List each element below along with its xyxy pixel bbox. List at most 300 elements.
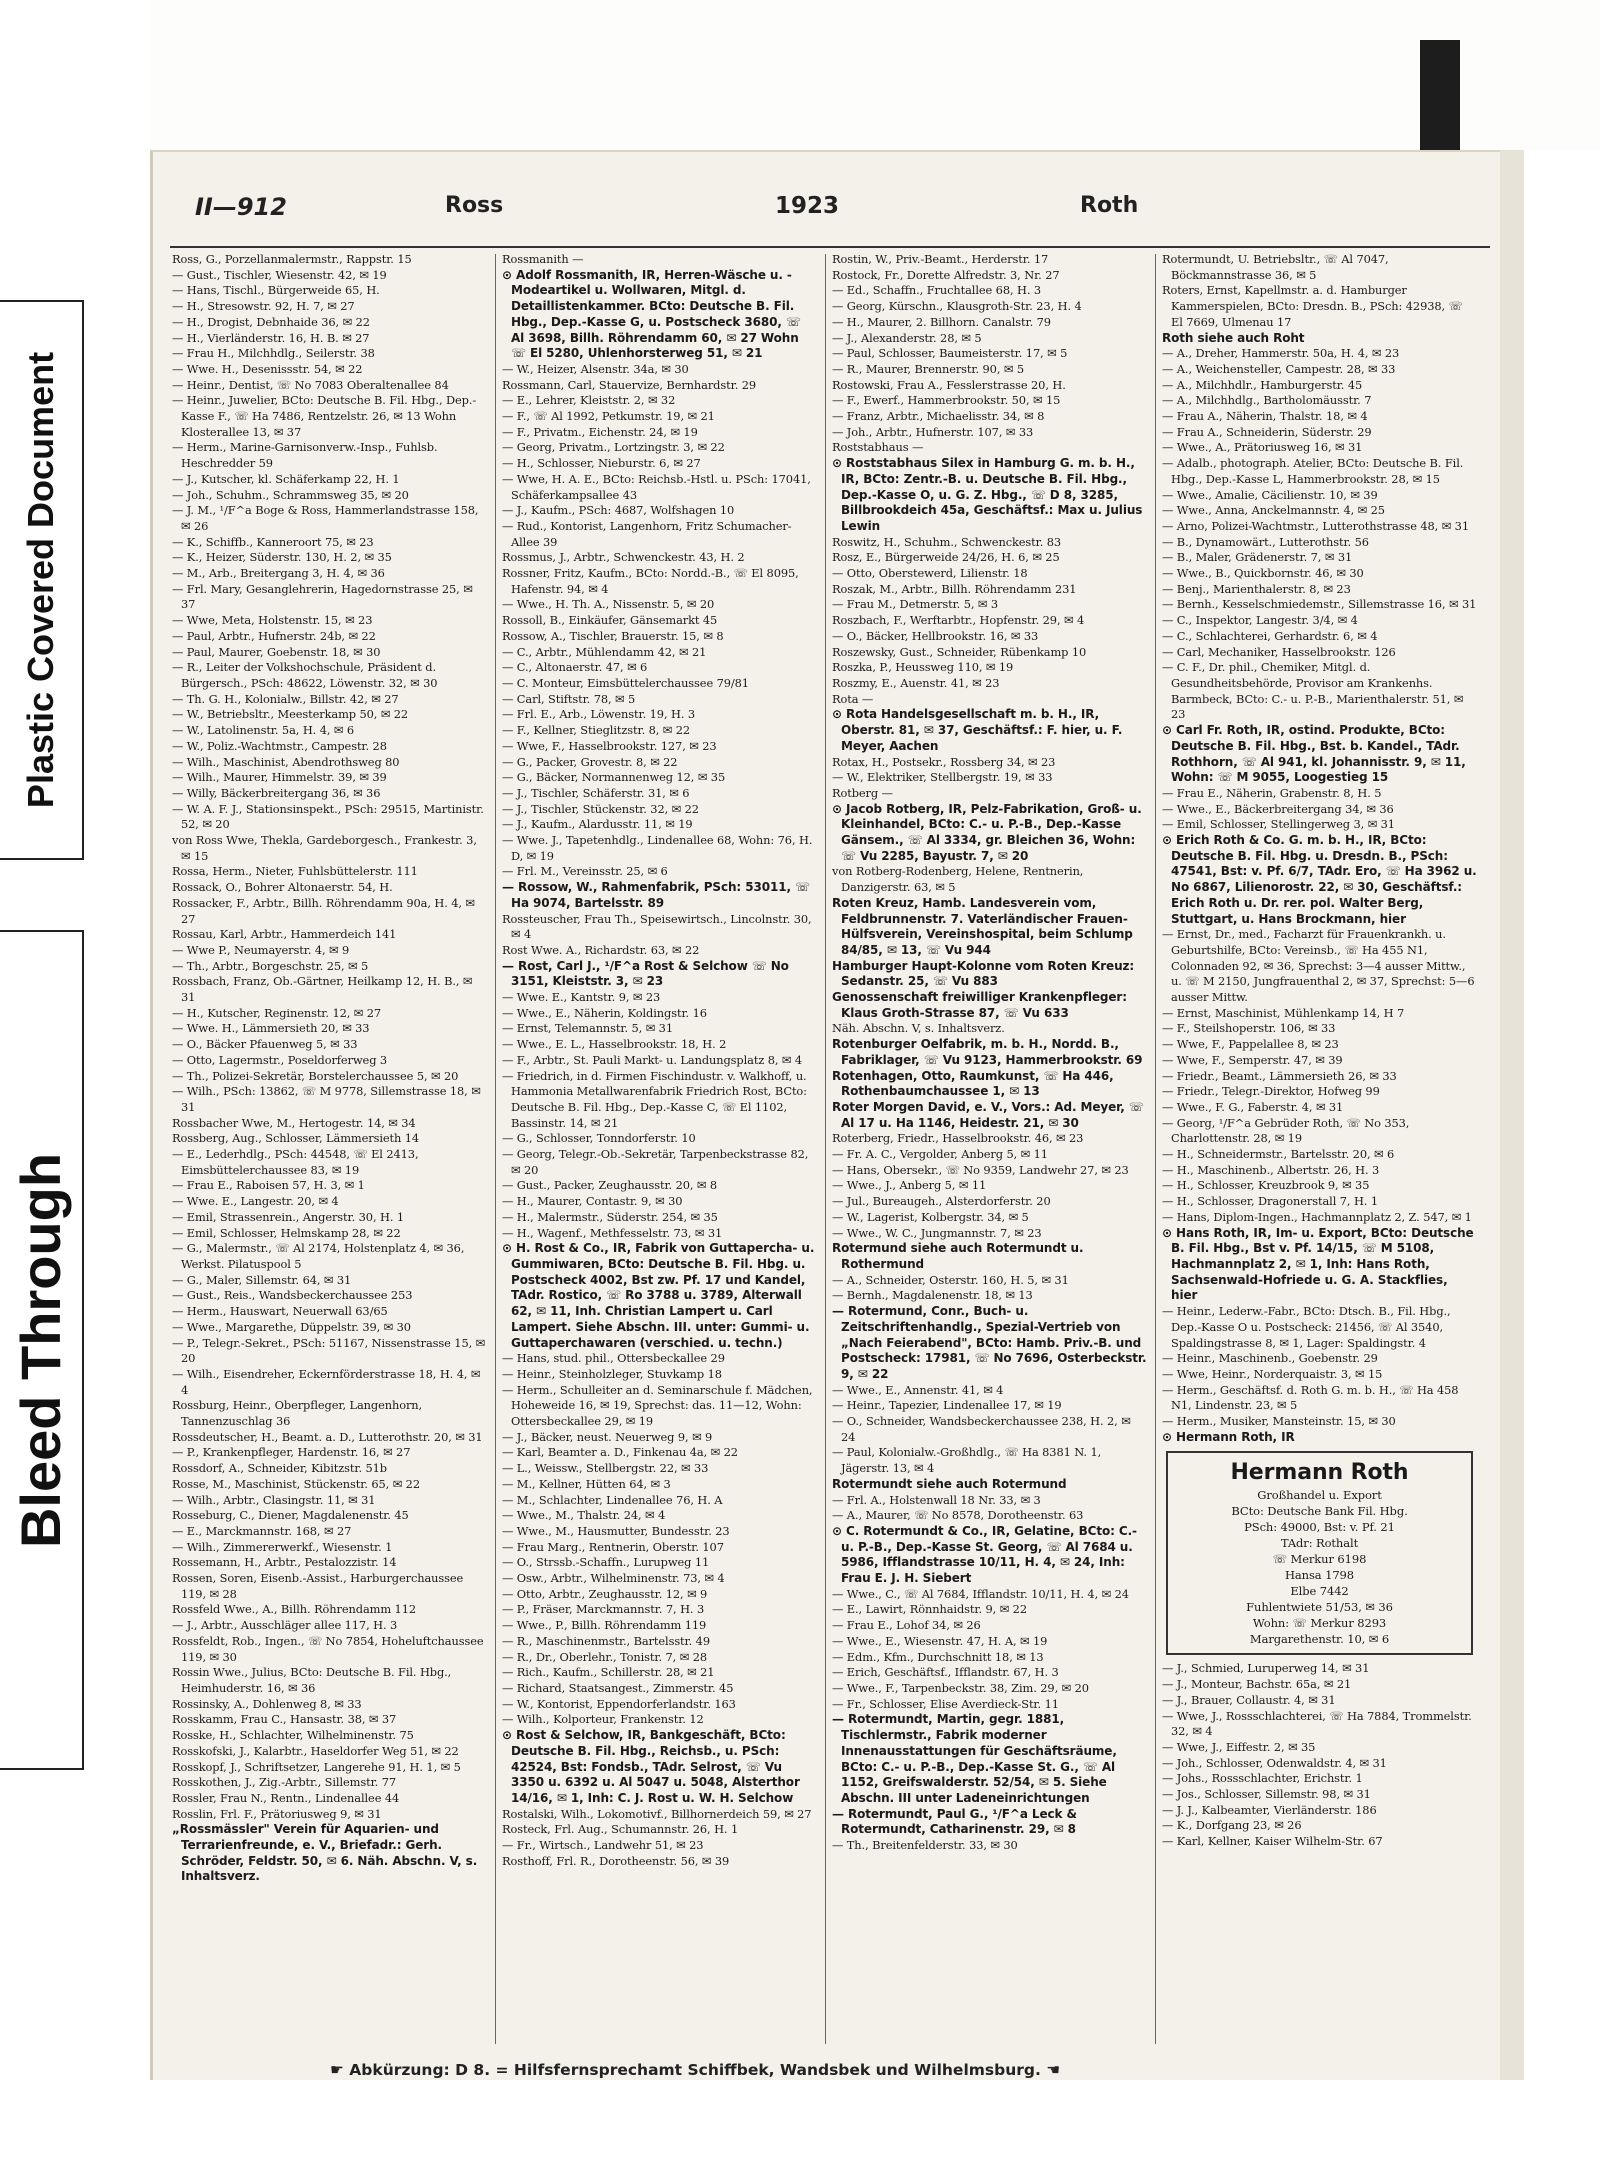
directory-entry: — Edm., Kfm., Durchschnitt 18, ✉ 13	[832, 1649, 1044, 1664]
directory-entry: Rosse, M., Maschinist, Stückenstr. 65, ✉ 22	[172, 1476, 420, 1491]
directory-entry: — B., Maler, Grädenerstr. 7, ✉ 31	[1162, 550, 1353, 565]
directory-entry: — Wwe., E., Bäckerbreitergang 34, ✉ 36	[1162, 801, 1394, 816]
advertisement-line: Fuhlentwiete 51/53, ✉ 36	[1246, 1600, 1393, 1615]
directory-entry: — Fr. A. C., Vergolder, Anberg 5, ✉ 11	[832, 1147, 1048, 1162]
directory-entry: — Otto, Oberstewerd, Lilienstr. 18	[832, 566, 1028, 581]
directory-entry: — Friedr., Telegr.-Direktor, Hofweg 99	[1162, 1084, 1380, 1099]
directory-entry: — Joh., Schlosser, Odenwaldstr. 4, ✉ 31	[1162, 1755, 1387, 1770]
directory-entry: — Emil, Strassenrein., Angerstr. 30, H. 1	[172, 1209, 405, 1224]
advertisement-line: Großhandel u. Export	[1257, 1488, 1382, 1503]
directory-entry: — Wwe., E., Annenstr. 41, ✉ 4	[832, 1382, 1004, 1397]
directory-entry: — W. A. F. J., Stationsinspekt., PSch: 29515, Martinistr. 52, ✉ 20	[172, 801, 484, 832]
directory-entry: — Wwe. E., Kantstr. 9, ✉ 23	[502, 990, 661, 1005]
directory-entry: — Joh., Arbtr., Hufnerstr. 107, ✉ 33	[832, 424, 1034, 439]
directory-entry: — Georg, Privatm., Lortzingstr. 3, ✉ 22	[502, 440, 725, 455]
directory-entry: — Heinr., Lederw.-Fabr., BCto: Dtsch. B., Fil. Hbg., Dep.-Kasse O u. Postscheck: 21456, ☏ Al 3540, Spaldingstrasse 8, ✉ 1, Lager: Spaldingstr. 4	[1162, 1304, 1451, 1350]
directory-entry: Roswitz, H., Schuhm., Schwenckestr. 83	[832, 534, 1062, 549]
directory-entry: — Osw., Arbtr., Wilhelminenstr. 73, ✉ 4	[502, 1571, 725, 1586]
directory-entry: — H., Stresowstr. 92, H. 7, ✉ 27	[172, 299, 355, 314]
directory-entry: Rotermund siehe auch Rotermundt u. Rothermund	[832, 1241, 1084, 1271]
directory-entry: — Carl, Stiftstr. 78, ✉ 5	[502, 691, 636, 706]
advertisement-line: BCto: Deutsche Bank Fil. Hbg.	[1231, 1504, 1408, 1519]
scan-top-margin	[150, 0, 1600, 150]
directory-entry: — Rost, Carl J., ¹/F^a Rost & Selchow ☏ No 3151, Kleiststr. 3, ✉ 23	[502, 958, 789, 989]
directory-entry: ⊙ Adolf Rossmanith, IR, Herren-Wäsche u. -Modeartikel u. Wollwaren, Mitgl. d. Detaillistenkammer. BCto: Deutsche B. Fil. Hbg., Dep.-Kasse G, u. Postscheck 3680, ☏ Al 3698, Billh. Röhrendamm 60, ✉ 27 Wohn ☏ El 5280, Uhlenhorsterweg 51, ✉ 21	[502, 267, 801, 361]
directory-entry: — Frl. M., Vereinsstr. 25, ✉ 6	[502, 864, 668, 879]
directory-entry: — Gust., Tischler, Wiesenstr. 42, ✉ 19	[172, 267, 387, 282]
directory-entry: — Rotermundt, Martin, gegr. 1881, Tischlermstr., Fabrik moderner Innenausstattungen für Geschäftsräume, BCto: C.- u. P.-B., Dep.-Kasse St. G., ☏ Al 1152, Greifswalderstr. 52/54, ✉ 5. Siehe Abschn. III unter Ladeneinrichtungen	[832, 1712, 1117, 1805]
column-3	[832, 252, 1147, 2047]
directory-entry: — Emil, Schlosser, Helmskamp 28, ✉ 22	[172, 1225, 401, 1240]
column-divider	[825, 254, 826, 2044]
directory-entry: Rostock, Fr., Dorette Alfredstr. 3, Nr. 27	[832, 267, 1060, 282]
directory-entry: — J., Tischler, Stückenstr. 32, ✉ 22	[502, 801, 699, 816]
directory-entry: — Paul, Kolonialw.-Großhdlg., ☏ Ha 8381 N. 1, Jägerstr. 13, ✉ 4	[832, 1445, 1102, 1476]
directory-entry: Rosthoff, Frl. R., Dorotheenstr. 56, ✉ 39	[502, 1853, 730, 1868]
directory-entry: — A., Dreher, Hammerstr. 50a, H. 4, ✉ 23	[1162, 346, 1400, 361]
directory-entry: — Wwe., E. L., Hasselbrookstr. 18, H. 2	[502, 1037, 727, 1052]
advertisement-line: PSch: 49000, Bst: v. Pf. 21	[1244, 1520, 1395, 1535]
directory-entry: — Wwe. J., Tapetenhdlg., Lindenallee 68, Wohn: 76, H. D, ✉ 19	[502, 833, 813, 863]
directory-entry: — Th., Arbtr., Borgeschstr. 25, ✉ 5	[172, 958, 369, 973]
directory-entry: Genossenschaft freiwilliger Krankenpfleger: Klaus Groth-Strasse 87, ☏ Vu 633	[832, 990, 1127, 1020]
directory-entry: — Herm., Schulleiter an d. Seminarschule f. Mädchen, Hoheweide 16, ✉ 19, Sprechst: das. 11—12, Wohn: Ottersbeckallee 29, ✉ 19	[502, 1382, 813, 1429]
directory-entry: — A., Milchhdlr., Hamburgerstr. 45	[1162, 377, 1363, 392]
directory-entry: — Wwe., Margarethe, Düppelstr. 39, ✉ 30	[172, 1319, 411, 1334]
directory-entry: — Wwe., M., Hausmutter, Bundesstr. 23	[502, 1523, 730, 1538]
directory-entry: — J., Schmied, Luruperweg 14, ✉ 31	[1162, 1661, 1370, 1676]
header-right-word: Roth	[1080, 193, 1139, 218]
directory-entry: — R., Maschinenmstr., Bartelsstr. 49	[502, 1633, 710, 1648]
directory-entry: — Wwe., H. Th. A., Nissenstr. 5, ✉ 20	[502, 597, 715, 612]
directory-entry: Rossler, Frau N., Rentn., Lindenallee 44	[172, 1790, 400, 1805]
directory-entry: — A., Maurer, ☏ No 8578, Dorotheenstr. 63	[832, 1508, 1084, 1523]
header-left-word: Ross	[445, 193, 504, 218]
directory-entry: — C., Altonaerstr. 47, ✉ 6	[502, 660, 648, 675]
directory-entry: Roter Morgen David, e. V., Vors.: Ad. Meyer, ☏ Al 17 u. Ha 1146, Heidestr. 21, ✉ 30	[832, 1099, 1144, 1130]
directory-entry: — Wwe, Heinr., Norderquaistr. 3, ✉ 15	[1162, 1366, 1383, 1381]
directory-entry: — W., Betriebsltr., Meesterkamp 50, ✉ 22	[172, 707, 409, 722]
directory-entry: — Frl. E., Arb., Löwenstr. 19, H. 3	[502, 707, 696, 722]
advertisement-line: TAdr: Rothalt	[1280, 1536, 1359, 1551]
directory-entry: — R., Leiter der Volkshochschule, Präsident d. Bürgersch., PSch: 48622, Löwenstr. 32, ✉ 30	[172, 660, 438, 690]
directory-entry: „Rossmässler" Verein für Aquarien- und Terrarienfreunde, e. V., Briefadr.: Gerh. Schröder, Feldstr. 50, ✉ 6. Näh. Abschn. V, s. Inhaltsverz.	[172, 1822, 478, 1884]
directory-entry: — Ed., Schaffn., Fruchtallee 68, H. 3	[832, 283, 1042, 298]
page-number: II—912	[195, 193, 287, 221]
directory-entry: — Gust., Reis., Wandsbeckerchaussee 253	[172, 1288, 413, 1303]
directory-entry: — Wilh., Maschinist, Abendrothsweg 80	[172, 754, 400, 769]
column-2	[502, 252, 817, 2047]
directory-entry: — Johs., Rossschlachter, Erichstr. 1	[1162, 1771, 1363, 1786]
directory-entry: Rossbacher Wwe, M., Hertogestr. 14, ✉ 34	[172, 1115, 416, 1130]
directory-entry: — C. F., Dr. phil., Chemiker, Mitgl. d. Gesundheitsbehörde, Provisor am Krankenhs. Barmbeck, BCto: C.- u. P.-B., Marienthalerstr. 51, ✉ 23	[1162, 660, 1464, 722]
directory-entry: Rosslin, Frl. F., Prätoriusweg 9, ✉ 31	[172, 1806, 382, 1821]
directory-entry: — H., Vierländerstr. 16, H. B. ✉ 27	[172, 330, 370, 345]
directory-entry: — Herm., Geschäftsf. d. Roth G. m. b. H., ☏ Ha 458 N1, Lindenstr. 23, ✉ 5	[1162, 1382, 1459, 1413]
directory-entry: — H., Schneidermstr., Bartelsstr. 20, ✉ 6	[1162, 1147, 1395, 1162]
page-header	[195, 193, 1465, 233]
directory-entry: Rossoll, B., Einkäufer, Gänsemarkt 45	[502, 613, 718, 628]
directory-entry: — Otto, Arbtr., Zeughausstr. 12, ✉ 9	[502, 1586, 708, 1601]
directory-entry: Rotberg —	[832, 785, 893, 800]
directory-entry: — Gust., Packer, Zeughausstr. 20, ✉ 8	[502, 1178, 718, 1193]
directory-entry: — Arno, Polizei-Wachtmstr., Lutterothstrasse 48, ✉ 31	[1162, 518, 1469, 533]
directory-entry: — H., Schlosser, Nieburstr. 6, ✉ 27	[502, 456, 701, 471]
directory-entry: — Georg, ¹/F^a Gebrüder Roth, ☏ No 353, Charlottenstr. 28, ✉ 19	[1162, 1115, 1410, 1146]
directory-entry: Rotenburger Oelfabrik, m. b. H., Nordd. B., Fabriklager, ☏ Vu 9123, Hammerbrookstr. 69	[832, 1037, 1143, 1067]
directory-entry: — Herm., Hauswart, Neuerwall 63/65	[172, 1304, 388, 1319]
directory-entry: ⊙ H. Rost & Co., IR, Fabrik von Guttapercha- u. Gummiwaren, BCto: Deutsche B. Fil. Hbg. u. Postscheck 4002, Bst zw. Pf. 17 und Kandel, TAdr. Rostico, ☏ Ro 3788 u. 3789, Alterwall 62, ✉ 11, Inh. Christian Lampert u. Carl Lampert. Siehe Abschn. III. unter: Gummi- u. Guttaperchawaren (verschied. u. techn.)	[502, 1241, 815, 1350]
directory-entry: — G., Bäcker, Normannenweg 12, ✉ 35	[502, 770, 726, 785]
directory-entry: — Wwe. E., Langestr. 20, ✉ 4	[172, 1194, 339, 1209]
directory-entry: — Heinr., Steinholzleger, Stuvkamp 18	[502, 1366, 722, 1381]
directory-entry: — C. Monteur, Eimsbüttelerchaussee 79/81	[502, 675, 749, 690]
directory-entry: — Frau E., Raboisen 57, H. 3, ✉ 1	[172, 1178, 365, 1193]
directory-entry: — P., Krankenpfleger, Hardenstr. 16, ✉ 27	[172, 1445, 411, 1460]
directory-entry: Rossdeutscher, H., Beamt. a. D., Lutterothstr. 20, ✉ 31	[172, 1429, 483, 1444]
directory-entry: — F., Steilshoperstr. 106, ✉ 33	[1162, 1021, 1336, 1036]
directory-entry: — Emil, Schlosser, Stellingerweg 3, ✉ 31	[1162, 817, 1395, 832]
directory-entry: — Wwe., C., ☏ Al 7684, Ifflandstr. 10/11, H. 4, ✉ 24	[832, 1586, 1129, 1601]
directory-entry: — Wilh., Kolporteur, Frankenstr. 12	[502, 1712, 704, 1727]
directory-entry: Rotermundt, U. Betriebsltr., ☏ Al 7047, Böckmannstrasse 36, ✉ 5	[1162, 252, 1389, 282]
directory-entry: — F., Privatm., Eichenstr. 24, ✉ 19	[502, 424, 698, 439]
directory-entry: — Otto, Lagermstr., Poseldorferweg 3	[172, 1052, 388, 1067]
directory-entry: — F., Arbtr., St. Pauli Markt- u. Landungsplatz 8, ✉ 4	[502, 1052, 803, 1067]
directory-entry: — W., Poliz.-Wachtmstr., Campestr. 28	[172, 738, 387, 753]
directory-entry: — Wwe, F., Semperstr. 47, ✉ 39	[1162, 1052, 1343, 1067]
directory-entry: — B., Dynamowärt., Lutterothstr. 56	[1162, 534, 1369, 549]
directory-entry: — Wwe, J., Eiffestr. 2, ✉ 35	[1162, 1739, 1316, 1754]
directory-entry: — J., Arbtr., Ausschläger allee 117, H. 3	[172, 1618, 398, 1633]
directory-entry: Rossfeldt, Rob., Ingen., ☏ No 7854, Hoheluftchaussee 119, ✉ 30	[172, 1633, 484, 1664]
directory-entry: — Rotermund, Conr., Buch- u. Zeitschriftenhandlg., Spezial-Vertrieb von „Nach Feierabend", BCto: Hamb. Priv.-B. und Postscheck: 17981, ☏ No 7696, Osterbeckstr. 9, ✉ 22	[832, 1304, 1147, 1381]
directory-entry: — R., Dr., Oberlehr., Tonistr. 7, ✉ 28	[502, 1649, 707, 1664]
directory-entry: — A., Milchhdlg., Bartholomäusstr. 7	[1162, 393, 1372, 408]
directory-entry: — Franz, Arbtr., Michaelisstr. 34, ✉ 8	[832, 409, 1045, 424]
header-rule	[170, 246, 1490, 248]
directory-entry: — H., Schlosser, Dragonerstall 7, H. 1	[1162, 1194, 1378, 1209]
directory-entry: Rossmus, J., Arbtr., Schwenckestr. 43, H. 2	[502, 550, 745, 565]
directory-entry: — Frau Marg., Rentnerin, Oberstr. 107	[502, 1539, 724, 1554]
directory-entry: — Herm., Marine-Garnisonverw.-Insp., Fuhlsb. Heschredder 59	[172, 440, 438, 471]
directory-entry: — M., Arb., Breitergang 3, H. 4, ✉ 36	[172, 566, 385, 581]
directory-columns	[172, 252, 1490, 2052]
directory-entry: — Richard, Staatsangest., Zimmerstr. 45	[502, 1680, 734, 1695]
directory-entry: — Frau H., Milchhdlg., Seilerstr. 38	[172, 346, 375, 361]
directory-entry: — Frl. A., Holstenwall 18 Nr. 33, ✉ 3	[832, 1492, 1041, 1507]
directory-entry: — H., Maurer, 2. Billhorn. Canalstr. 79	[832, 314, 1051, 329]
directory-entry: — Joh., Schuhm., Schrammsweg 35, ✉ 20	[172, 487, 409, 502]
directory-entry: — M., Schlachter, Lindenallee 76, H. A	[502, 1492, 723, 1507]
directory-entry: — Wwe., E., Wiesenstr. 47, H. A, ✉ 19	[832, 1633, 1048, 1648]
advertisement-line: Elbe 7442	[1290, 1584, 1349, 1599]
directory-entry: Rossburg, Heinr., Oberpfleger, Langenhorn, Tannenzuschlag 36	[172, 1398, 423, 1429]
directory-entry: Rotenhagen, Otto, Raumkunst, ☏ Ha 446, Rothenbaumchaussee 1, ✉ 13	[832, 1068, 1114, 1099]
directory-entry: Rosteck, Frl. Aug., Schumannstr. 26, H. 1	[502, 1822, 739, 1837]
directory-entry: Rosskofski, J., Kalarbtr., Haseldorfer Weg 51, ✉ 22	[172, 1743, 459, 1758]
plastic-cover-label: Plastic Covered Document	[20, 351, 62, 809]
directory-entry: — Friedrich, in d. Firmen Fischindustr. v. Walkhoff, u. Hammonia Metallwarenfabrik Friedrich Rost, BCto: Deutsche B. Fil. Hbg., Dep.-Kasse C, ☏ El 1102, Bassinstr. 14, ✉ 21	[502, 1068, 807, 1130]
directory-entry: — Wwe., Amalie, Cäcilienstr. 10, ✉ 39	[1162, 487, 1378, 502]
advertisement-line: ☏ Merkur 6198	[1272, 1552, 1367, 1567]
bleed-through-tab	[0, 930, 84, 1770]
directory-entry: ⊙ Carl Fr. Roth, IR, ostind. Produkte, BCto: Deutsche B. Fil. Hbg., Bst. b. Kandel., TAdr. Rothhorn, ☏ Al 941, kl. Johannisstr. 9, ✉ 11, Wohn: ☏ M 9055, Loogestieg 15	[1162, 723, 1466, 785]
directory-entry: — Frau E., Näherin, Grabenstr. 8, H. 5	[1162, 785, 1382, 800]
page-right-edge	[1500, 150, 1524, 2080]
directory-entry: von Ross Wwe, Thekla, Gardeborgesch., Frankestr. 3, ✉ 15	[172, 833, 477, 863]
directory-entry: von Rotberg-Rodenberg, Helene, Rentnerin, Danzigerstr. 63, ✉ 5	[832, 864, 1084, 895]
directory-entry: ⊙ Hans Roth, IR, Im- u. Export, BCto: Deutsche B. Fil. Hbg., Bst v. Pf. 14/15, ☏ M 5108, Hachmannplatz 2, ✉ 1, Inh: Hans Roth, Sachsenwald-Hofriede u. G. A. Stackflies, hier	[1162, 1225, 1474, 1303]
directory-entry: — J. M., ¹/F^a Boge & Ross, Hammerlandstrasse 158, ✉ 26	[172, 503, 479, 533]
directory-entry: — K., Dorfgang 23, ✉ 26	[1162, 1818, 1302, 1833]
directory-entry: Roszka, P., Heussweg 110, ✉ 19	[832, 660, 1014, 675]
directory-entry: — J., Kaufm., Alardusstr. 11, ✉ 19	[502, 817, 693, 832]
directory-entry: — J., Kaufm., PSch: 4687, Wolfshagen 10	[502, 503, 735, 518]
directory-entry: — Wwe, F., Hasselbrookstr. 127, ✉ 23	[502, 738, 717, 753]
directory-entry: — C., Arbtr., Mühlendamm 42, ✉ 21	[502, 644, 707, 659]
directory-entry: Rota —	[832, 691, 874, 706]
directory-entry: Rossau, Karl, Arbtr., Hammerdeich 141	[172, 927, 397, 942]
directory-entry: — Adalb., photograph. Atelier, BCto: Deutsche B. Fil. Hbg., Dep.-Kasse L, Hammerbrookstr. 28, ✉ 15	[1162, 456, 1464, 486]
directory-entry: — P., Telegr.-Sekret., PSch: 51167, Nissenstrasse 15, ✉ 20	[172, 1335, 486, 1366]
directory-entry: — Carl, Mechaniker, Hasselbrookstr. 126	[1162, 644, 1396, 659]
directory-entry: — Georg, Telegr.-Ob.-Sekretär, Tarpenbeckstrasse 82, ✉ 20	[502, 1147, 809, 1177]
directory-entry: Rossemann, H., Arbtr., Pestalozzistr. 14	[172, 1555, 397, 1570]
hermann-roth-advertisement	[1166, 1451, 1473, 1655]
directory-entry: Hamburger Haupt-Kolonne vom Roten Kreuz: Sedanstr. 25, ☏ Vu 883	[832, 958, 1135, 989]
directory-entry: — J., Brauer, Collaustr. 4, ✉ 31	[1162, 1692, 1336, 1707]
directory-entry: Rostalski, Wilh., Lokomotivf., Billhornerdeich 59, ✉ 27	[502, 1806, 812, 1821]
directory-entry: — Rich., Kaufm., Schillerstr. 28, ✉ 21	[502, 1665, 715, 1680]
directory-entry: — J., Kutscher, kl. Schäferkamp 22, H. 1	[172, 471, 400, 486]
directory-entry: Roterberg, Friedr., Hasselbrookstr. 46, ✉ 23	[832, 1131, 1084, 1146]
directory-entry: — E., Lederhdlg., PSch: 44548, ☏ El 2413, Eimsbüttelerchaussee 83, ✉ 19	[172, 1147, 419, 1177]
directory-entry: ⊙ Hermann Roth, IR	[1162, 1429, 1295, 1444]
directory-entry: — W., Elektriker, Stellbergstr. 19, ✉ 33	[832, 770, 1053, 785]
directory-entry: — Paul, Maurer, Goebenstr. 18, ✉ 30	[172, 644, 381, 659]
directory-entry: — Wwe., E., Näherin, Koldingstr. 16	[502, 1005, 707, 1020]
directory-entry: ⊙ C. Rotermundt & Co., IR, Gelatine, BCto: C.- u. P.-B., Dep.-Kasse St. Georg, ☏ Al 7684 u. 5986, Ifflandstrasse 10/11, H. 4, ✉ 24, Inh: Frau E. J. H. Siebert	[832, 1523, 1137, 1586]
directory-entry: — J., Bäcker, neust. Neuerweg 9, ✉ 9	[502, 1429, 713, 1444]
directory-entry: Rossberg, Aug., Schlosser, Lämmersieth 14	[172, 1131, 420, 1146]
directory-entry: — C., Inspektor, Langestr. 3/4, ✉ 4	[1162, 613, 1358, 628]
directory-entry: Roszak, M., Arbtr., Billh. Röhrendamm 231	[832, 581, 1077, 596]
directory-entry: — Wwe, J., Rossschlachterei, ☏ Ha 7884, Trommelstr. 32, ✉ 4	[1162, 1708, 1472, 1739]
directory-entry: — F., ☏ Al 1992, Petkumstr. 19, ✉ 21	[502, 409, 715, 424]
directory-entry: Rossfeld Wwe., A., Billh. Röhrendamm 112	[172, 1602, 417, 1617]
directory-entry: — Wwe., F. G., Faberstr. 4, ✉ 31	[1162, 1099, 1344, 1114]
directory-entry: — Rossow, W., Rahmenfabrik, PSch: 53011, ☏ Ha 9074, Bartelsstr. 89	[502, 880, 810, 910]
directory-entry: — O., Schneider, Wandsbeckerchaussee 238, H. 2, ✉ 24	[832, 1414, 1131, 1444]
directory-entry: — H., Wagenf., Methfesselstr. 73, ✉ 31	[502, 1225, 723, 1240]
directory-entry: Rossow, A., Tischler, Brauerstr. 15, ✉ 8	[502, 628, 724, 643]
directory-entry: — G., Schlosser, Tonndorferstr. 10	[502, 1131, 696, 1146]
directory-entry: Rossin Wwe., Julius, BCto: Deutsche B. Fil. Hbg., Heimhuderstr. 16, ✉ 36	[172, 1665, 452, 1695]
directory-entry: Rossbach, Franz, Ob.-Gärtner, Heilkamp 12, H. B., ✉ 31	[172, 974, 473, 1005]
directory-entry: — Wilh., Maurer, Himmelstr. 39, ✉ 39	[172, 770, 387, 785]
directory-entry: — C., Schlachterei, Gerhardstr. 6, ✉ 4	[1162, 628, 1378, 643]
directory-entry: Rosseburg, C., Diener, Magdalenenstr. 45	[172, 1508, 409, 1523]
directory-entry: — Frl. Mary, Gesanglehrerin, Hagedornstrasse 25, ✉ 37	[172, 581, 473, 612]
directory-entry: — Wilh., Eisendreher, Eckernförderstrasse 18, H. 4, ✉ 4	[172, 1366, 481, 1397]
directory-entry: — P., Fräser, Marckmannstr. 7, H. 3	[502, 1602, 705, 1617]
directory-entry: — J., Monteur, Bachstr. 65a, ✉ 21	[1162, 1677, 1352, 1692]
directory-entry: — Karl, Beamter a. D., Finkenau 4a, ✉ 22	[502, 1445, 738, 1460]
directory-entry: — Frau M., Detmerstr. 5, ✉ 3	[832, 597, 999, 612]
directory-entry: Rossmanith —	[502, 252, 584, 266]
directory-entry: — A., Weichensteller, Campestr. 28, ✉ 33	[1162, 361, 1396, 376]
directory-entry: — Karl, Kellner, Kaiser Wilhelm-Str. 67	[1162, 1834, 1383, 1849]
directory-entry: Rossacker, F., Arbtr., Billh. Röhrendamm 90a, H. 4, ✉ 27	[172, 895, 475, 926]
directory-entry: — K., Heizer, Süderstr. 130, H. 2, ✉ 35	[172, 550, 392, 565]
directory-entry: — Bernh., Magdalenenstr. 18, ✉ 13	[832, 1288, 1033, 1303]
directory-entry: — G., Packer, Grovestr. 8, ✉ 22	[502, 754, 678, 769]
advertisement-line: Wohn: ☏ Merkur 8293	[1252, 1616, 1387, 1631]
directory-entry: — Hans, Diplom-Ingen., Hachmannplatz 2, Z. 547, ✉ 1	[1162, 1209, 1472, 1224]
column-4	[1162, 252, 1477, 2047]
directory-entry: — K., Schiffb., Kanneroort 75, ✉ 23	[172, 534, 374, 549]
advertisement-line: Margarethenstr. 10, ✉ 6	[1249, 1632, 1390, 1647]
directory-entry: — Wwe., Anna, Anckelmannstr. 4, ✉ 25	[1162, 503, 1385, 518]
directory-entry: ⊙ Rota Handelsgesellschaft m. b. H., IR, Oberstr. 81, ✉ 37, Geschäftsf.: F. hier, u. F. Meyer, Aachen	[832, 707, 1123, 753]
directory-entry: ⊙ Jacob Rotberg, IR, Pelz-Fabrikation, Groß- u. Kleinhandel, BCto: C.- u. P.-B., Dep.-Kasse Gänsem., ☏ Al 3334, gr. Bleichen 36, Wohn: ☏ Vu 2285, Bayustr. 7, ✉ 20	[832, 801, 1142, 863]
directory-entry: — H., Maschinenb., Albertstr. 26, H. 3	[1162, 1162, 1380, 1177]
directory-entry: — Ernst, Dr., med., Facharzt für Frauenkrankh. u. Geburtshilfe, BCto: Vereinsb., ☏ Ha 455 N1, Colonnaden 92, ✉ 36, Sprechst: 3—4 ausser Mittw., u. ☏ M 2150, Jungfrauenthal 2, ✉ 37, Sprechst: 5—6 ausser Mittw.	[1162, 927, 1475, 1005]
directory-entry: — Wwe., F., Tarpenbeckstr. 38, Zim. 29, ✉ 20	[832, 1680, 1089, 1695]
directory-entry: — Bernh., Kesselschmiedemstr., Sillemstrasse 16, ✉ 31	[1162, 597, 1477, 612]
directory-entry: Rossner, Fritz, Kaufm., BCto: Nordd.-B., ☏ El 8095, Hafenstr. 94, ✉ 4	[502, 566, 799, 596]
directory-entry: Rotermundt siehe auch Rotermund	[832, 1476, 1067, 1491]
directory-entry: — Wilh., Arbtr., Clasingstr. 11, ✉ 31	[172, 1492, 376, 1507]
directory-entry: Rossen, Soren, Eisenb.-Assist., Harburgerchaussee 119, ✉ 28	[172, 1571, 464, 1601]
directory-entry: Rosskamm, Frau C., Hansastr. 38, ✉ 37	[172, 1712, 397, 1727]
directory-entry: — Wwe P., Neumayerstr. 4, ✉ 9	[172, 942, 350, 957]
directory-entry: — W., Kontorist, Eppendorferlandstr. 163	[502, 1696, 736, 1711]
directory-entry: Roten Kreuz, Hamb. Landesverein vom, Feldbrunnenstr. 7. Vaterländischer Frauen-Hülfsverein, Vereinshospital, beim Schlump 84/85, ✉ 13, ☏ Vu 944	[832, 895, 1133, 957]
directory-entry: — H., Schlosser, Kreuzbrook 9, ✉ 35	[1162, 1178, 1370, 1193]
directory-entry: Rosske, H., Schlachter, Wilhelminenstr. 75	[172, 1728, 414, 1743]
directory-entry: Rosz, E., Bürgerweide 24/26, H. 6, ✉ 25	[832, 550, 1060, 565]
directory-entry: — E., Lawirt, Rönnhaidstr. 9, ✉ 22	[832, 1602, 1027, 1617]
directory-entry: — J., Tischler, Schäferstr. 31, ✉ 6	[502, 785, 690, 800]
directory-entry: Näh. Abschn. V, s. Inhaltsverz.	[832, 1021, 1005, 1036]
directory-entry: — Benj., Marienthalerstr. 8, ✉ 23	[1162, 581, 1351, 596]
directory-entry: — Herm., Musiker, Mansteinstr. 15, ✉ 30	[1162, 1414, 1396, 1429]
header-year: 1923	[775, 193, 840, 219]
directory-entry: — Jul., Bureaugeh., Alsterdorferstr. 20	[832, 1194, 1051, 1209]
column-1	[172, 252, 487, 2047]
directory-entry: — Ernst, Maschinist, Mühlenkamp 14, H 7	[1162, 1005, 1405, 1020]
directory-entry: Rost Wwe. A., Richardstr. 63, ✉ 22	[502, 942, 700, 957]
column-divider	[495, 254, 496, 2044]
column-divider	[1155, 254, 1156, 2044]
directory-entry: — O., Bäcker, Hellbrookstr. 16, ✉ 33	[832, 628, 1039, 643]
directory-entry: — F., Ewerf., Hammerbrookstr. 50, ✉ 15	[832, 393, 1061, 408]
directory-entry: Roszmy, E., Auenstr. 41, ✉ 23	[832, 675, 1000, 690]
directory-entry: — Rud., Kontorist, Langenhorn, Fritz Schumacher-Allee 39	[502, 518, 792, 549]
directory-entry: — W., Lagerist, Kolbergstr. 34, ✉ 5	[832, 1209, 1029, 1224]
directory-entry: Roth siehe auch Roht	[1162, 330, 1305, 345]
directory-entry: — Erich, Geschäftsf., Ifflandstr. 67, H. 3	[832, 1665, 1059, 1680]
directory-entry: — Heinr., Tapezier, Lindenallee 17, ✉ 19	[832, 1398, 1062, 1413]
advertisement-title: Hermann Roth	[1230, 1460, 1409, 1486]
directory-entry: — Wwe, F., Pappelallee 8, ✉ 23	[1162, 1037, 1339, 1052]
directory-entry: — Fr., Wirtsch., Landwehr 51, ✉ 23	[502, 1838, 704, 1853]
directory-entry: Rossinsky, A., Dohlenweg 8, ✉ 33	[172, 1696, 362, 1711]
directory-entry: Ross, G., Porzellanmalermstr., Rappstr. 15	[172, 252, 412, 266]
directory-entry: — Frau A., Schneiderin, Süderstr. 29	[1162, 424, 1372, 439]
directory-entry: Roszewsky, Gust., Schneider, Rübenkamp 10	[832, 644, 1087, 659]
directory-entry: — Wwe., A., Prätoriusweg 16, ✉ 31	[1162, 440, 1363, 455]
directory-entry: — Jos., Schlosser, Sillemstr. 98, ✉ 31	[1162, 1787, 1371, 1802]
directory-entry: — Heinr., Juwelier, BCto: Deutsche B. Fil. Hbg., Dep.-Kasse F., ☏ Ha 7486, Rentzelstr. 26, ✉ 13 Wohn Klosterallee 13, ✉ 37	[172, 393, 477, 439]
directory-entry: ⊙ Roststabhaus Silex in Hamburg G. m. b. H., IR, BCto: Zentr.-B. u. Deutsche B. Fil. Hbg., Dep.-Kasse O, u. G. Z. Hbg., ☏ D 8, 3285, Billbrookdeich 45a, Geschäftsf.: Max u. Julius Lewin	[832, 456, 1143, 533]
directory-entry: Rossteuscher, Frau Th., Speisewirtsch., Lincolnstr. 30, ✉ 4	[502, 911, 812, 942]
directory-entry: ⊙ Erich Roth & Co. G. m. b. H., IR, BCto: Deutsche B. Fil. Hbg. u. Dresdn. B., PSch: 47541, Bst: v. Pf. 6/7, TAdr. Ero, ☏ Ha 3962 u. No 6867, Lilienorostr. 22, ✉ 30, Geschäftsf.: Erich Roth u. Dr. rer. pol. Walter Berg, Stuttgart, u. Hans Brockmann, hier	[1162, 833, 1477, 926]
directory-entry: — Heinr., Maschinenb., Goebenstr. 29	[1162, 1351, 1378, 1366]
directory-entry: — Fr., Schlosser, Elise Averdieck-Str. 11	[832, 1696, 1059, 1711]
directory-entry: — G., Malermstr., ☏ Al 2174, Holstenplatz 4, ✉ 36, Werkst. Pilatuspool 5	[172, 1241, 465, 1271]
directory-entry: — Wwe., J., Anberg 5, ✉ 11	[832, 1178, 987, 1193]
directory-entry: — Wwe., B., Quickbornstr. 46, ✉ 30	[1162, 566, 1364, 581]
directory-entry: — E., Lehrer, Kleiststr. 2, ✉ 32	[502, 393, 676, 408]
directory-entry: — Heinr., Dentist, ☏ No 7083 Oberaltenallee 84	[172, 377, 449, 392]
directory-entry: Rossa, Herm., Nieter, Fuhlsbüttelerstr. 111	[172, 864, 418, 879]
directory-entry: Rossack, O., Bohrer Altonaerstr. 54, H.	[172, 880, 393, 895]
directory-entry: — Hans, Obersekr., ☏ No 9359, Landwehr 27, ✉ 23	[832, 1162, 1129, 1177]
directory-entry: — Wwe., M., Thalstr. 24, ✉ 4	[502, 1508, 666, 1523]
directory-entry: — Wwe, H. A. E., BCto: Reichsb.-Hstl. u. PSch: 17041, Schäferkampsallee 43	[502, 471, 811, 502]
directory-entry: — Wwe. H., Lämmersieth 20, ✉ 33	[172, 1021, 370, 1036]
directory-entry: Rotax, H., Postsekr., Rossberg 34, ✉ 23	[832, 754, 1056, 769]
advertisement-line: Hansa 1798	[1285, 1568, 1354, 1583]
directory-entry: — Wilh., PSch: 13862, ☏ M 9778, Sillemstrasse 18, ✉ 31	[172, 1084, 481, 1114]
directory-entry: — Wilh., Zimmererwerkf., Wiesenstr. 1	[172, 1539, 393, 1554]
directory-entry: — Ernst, Telemannstr. 5, ✉ 31	[502, 1021, 673, 1036]
directory-entry: Roststabhaus —	[832, 440, 924, 455]
directory-entry: — H., Maurer, Contastr. 9, ✉ 30	[502, 1194, 683, 1209]
directory-entry: — J. J., Kalbeamter, Vierländerstr. 186	[1162, 1802, 1377, 1817]
directory-entry: — J., Alexanderstr. 28, ✉ 5	[832, 330, 982, 345]
directory-entry: — Friedr., Beamt., Lämmersieth 26, ✉ 33	[1162, 1068, 1397, 1083]
directory-entry: — Th. G. H., Kolonialw., Billstr. 42, ✉ 27	[172, 691, 399, 706]
plastic-cover-tab	[0, 300, 84, 860]
directory-entry: — H., Drogist, Debnhaide 36, ✉ 22	[172, 314, 370, 329]
directory-entry: — Paul, Arbtr., Hufnerstr. 24b, ✉ 22	[172, 628, 376, 643]
directory-entry: — H., Kutscher, Reginenstr. 12, ✉ 27	[172, 1005, 382, 1020]
directory-entry: Rostowski, Frau A., Fesslerstrasse 20, H.	[832, 377, 1066, 392]
scan-dark-corner	[1420, 40, 1460, 150]
directory-entry: Rosskopf, J., Schriftsetzer, Langerehe 91, H. 1, ✉ 5	[172, 1759, 461, 1774]
directory-entry: — E., Marckmannstr. 168, ✉ 27	[172, 1523, 352, 1538]
directory-entry: — Wwe., W. C., Jungmannstr. 7, ✉ 23	[832, 1225, 1042, 1240]
directory-entry: ⊙ Rost & Selchow, IR, Bankgeschäft, BCto: Deutsche B. Fil. Hbg., Reichsb., u. PSch: 42524, Bst: Fondsb., TAdr. Selrost, ☏ Vu 3350 u. 6392 u. Al 5047 u. 5048, Alsterthor 14/16, ✉ 1, Inh: C. J. Rost u. W. H. Selchow	[502, 1728, 800, 1805]
abbreviation-footer: ☛ Abkürzung: D 8. = Hilfsfernsprechamt Schiffbek, Wandsbek und Wilhelmsburg. ☚	[330, 2061, 1061, 2079]
directory-entry: Rosskothen, J., Zig.-Arbtr., Sillemstr. 77	[172, 1775, 396, 1790]
directory-entry: — W., Heizer, Alsenstr. 34a, ✉ 30	[502, 361, 689, 376]
directory-entry: — Th., Polizei-Sekretär, Borstelerchaussee 5, ✉ 20	[172, 1068, 459, 1083]
directory-entry: — L., Weissw., Stellbergstr. 22, ✉ 33	[502, 1461, 709, 1476]
directory-entry: — Willy, Bäckerbreitergang 36, ✉ 36	[172, 785, 381, 800]
directory-entry: — Wwe, Meta, Holstenstr. 15, ✉ 23	[172, 613, 373, 628]
directory-entry: Rossdorf, A., Schneider, Kibitzstr. 51b	[172, 1461, 387, 1476]
directory-entry: — Hans, stud. phil., Ottersbeckallee 29	[502, 1351, 725, 1366]
directory-entry: — R., Maurer, Brennerstr. 90, ✉ 5	[832, 361, 1024, 376]
directory-entry: Roters, Ernst, Kapellmstr. a. d. Hamburger Kammerspielen, BCto: Dresdn. B., PSch: 42938, ☏ El 7669, Ulmenau 17	[1162, 283, 1463, 329]
directory-entry: — Th., Breitenfelderstr. 33, ✉ 30	[832, 1838, 1018, 1853]
directory-entry: — Hans, Tischl., Bürgerweide 65, H.	[172, 283, 380, 298]
